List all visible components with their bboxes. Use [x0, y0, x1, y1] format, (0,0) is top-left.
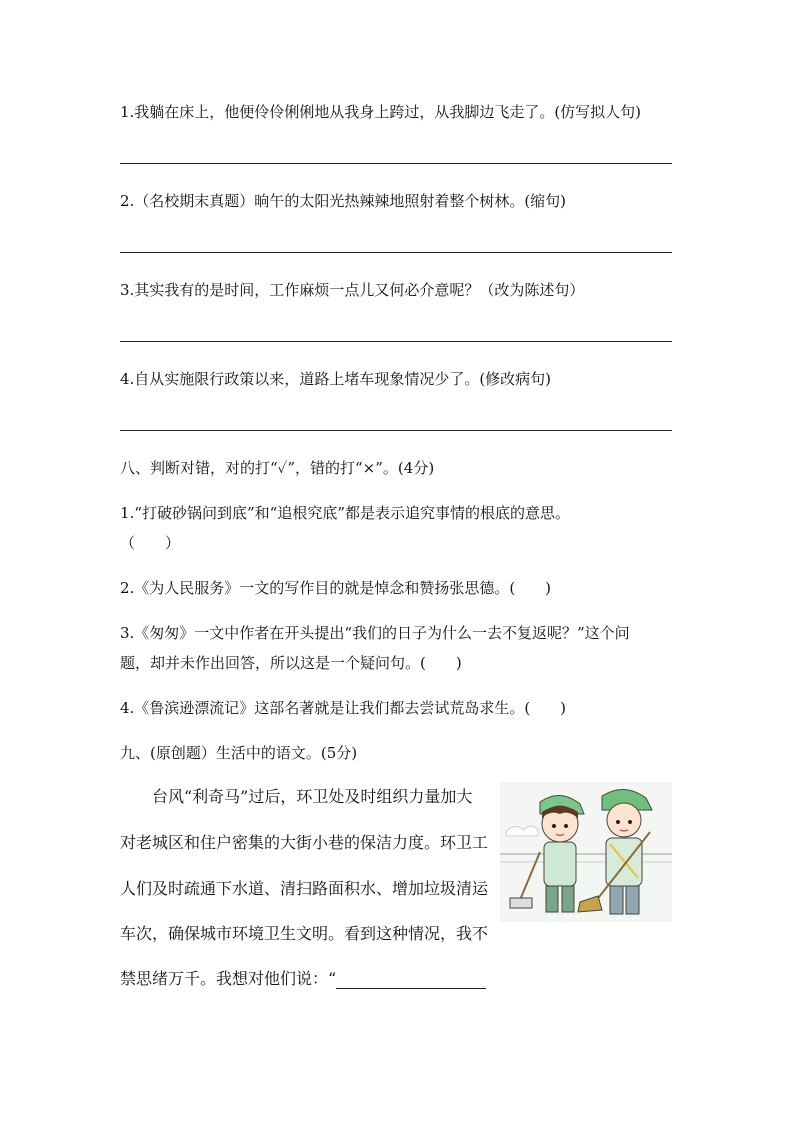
section-9-prompt: 禁思绪万千。我想对他们说：“	[120, 969, 337, 988]
answer-line-7-2	[120, 252, 672, 253]
answer-line-7-1	[120, 163, 672, 164]
question-8-1-line1: 1.“打破砂锅问到底”和“追根究底”都是表示追究事情的根底的意思。	[120, 504, 570, 522]
question-8-1-answer-bracket: （ ）	[120, 534, 181, 552]
question-7-4: 4.自从实施限行政策以来，道路上堵车现象情况少了。(修改病句)	[120, 370, 552, 388]
answer-line-7-3	[120, 341, 672, 342]
section-9-heading: 九、(原创题）生活中的语文。(5分)	[120, 744, 358, 762]
section-9-paragraph-line4: 车次，确保城市环境卫生文明。看到这种情况，我不	[120, 924, 489, 943]
section-9-paragraph-line5	[120, 969, 486, 989]
section-9-fill-blank[interactable]	[336, 972, 486, 989]
sanitation-workers-sweeping-illustration-icon	[500, 782, 672, 922]
question-8-3-line1: 3.《匆匆》一文中作者在开头提出“我们的日子为什么一去不复返呢？”这个问	[120, 624, 630, 642]
answer-line-7-4	[120, 430, 672, 431]
question-7-1: 1.我躺在床上，他便伶伶俐俐地从我身上跨过，从我脚边飞走了。(仿写拟人句)	[120, 103, 642, 121]
question-8-2: 2.《为人民服务》一文的写作目的就是悼念和赞扬张思德。( )	[120, 579, 552, 597]
question-7-3: 3.其实我有的是时间，工作麻烦一点儿又何必介意呢？（改为陈述句）	[120, 281, 585, 299]
section-8-heading: 八、判断对错，对的打“✓”，错的打“×”。(4分)	[120, 459, 435, 477]
question-8-4: 4.《鲁滨逊漂流记》这部名著就是让我们都去尝试荒岛求生。( )	[120, 699, 567, 717]
question-8-3-line2: 题，却并未作出回答，所以这是一个疑问句。( )	[120, 654, 462, 672]
section-9-paragraph-line2: 对老城区和住户密集的大街小巷的保洁力度。环卫工	[120, 833, 489, 852]
section-9-paragraph-line1: 台风“利奇马”过后，环卫处及时组织力量加大	[120, 787, 473, 806]
section-9-paragraph-line3: 人们及时疏通下水道、清扫路面积水、增加垃圾清运	[120, 879, 489, 898]
question-7-2: 2.（名校期末真题）晌午的太阳光热辣辣地照射着整个树林。(缩句)	[120, 192, 567, 210]
